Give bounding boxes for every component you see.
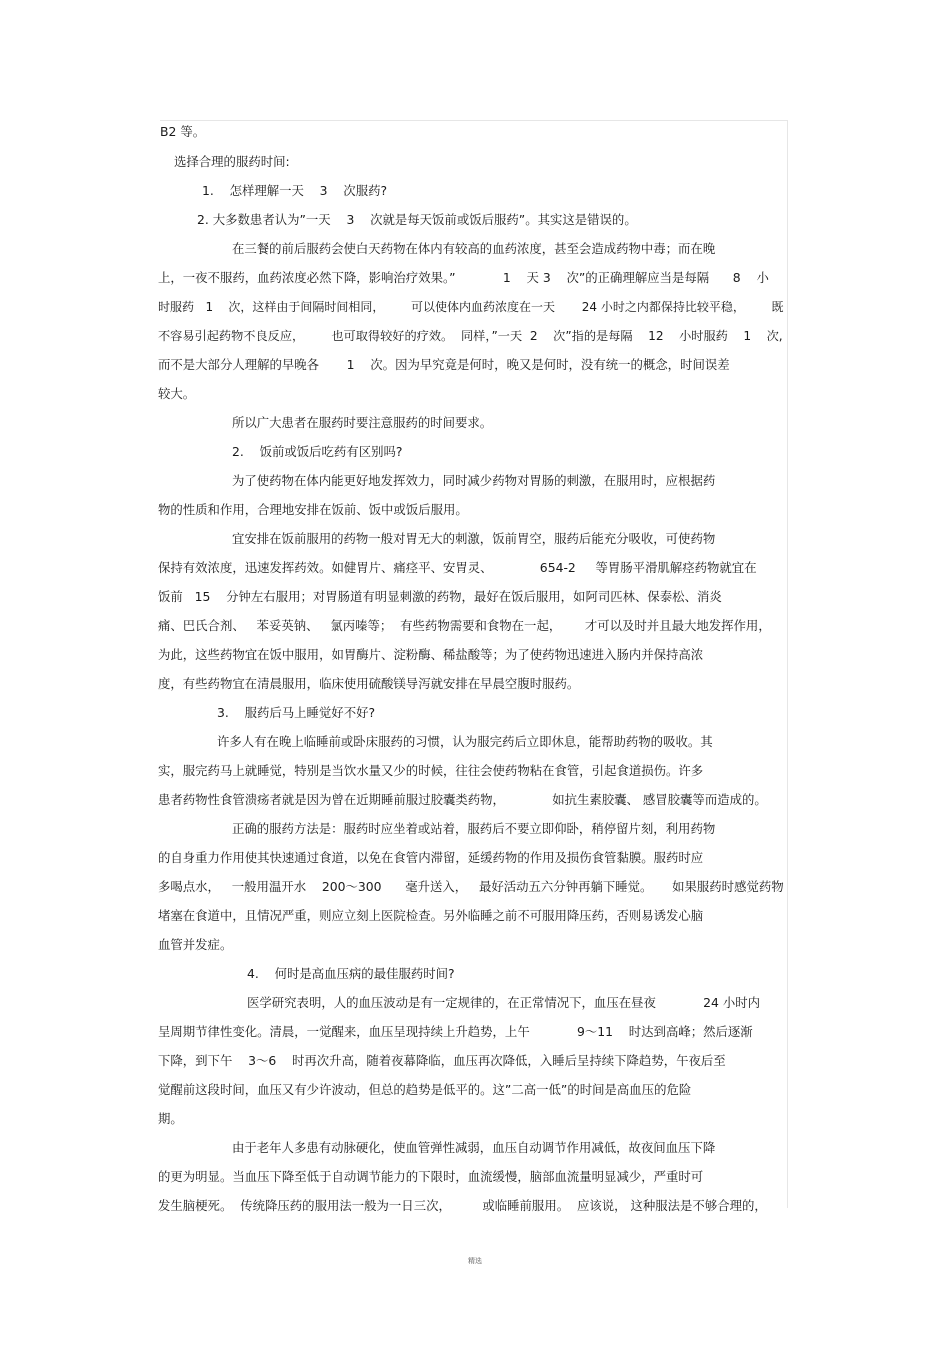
text-line: 物的性质和作用，合理地安排在饭前、饭中或饭后服用。	[158, 502, 468, 517]
text-line: 医学研究表明，人的血压波动是有一定规律的，在正常情况下，血压在昼夜 24 小时内	[247, 995, 761, 1010]
text-line: 堵塞在食道中，且情况严重，则应立刻上医院检查。另外临睡之前不可服用降压药，否则易诱发心脑	[158, 908, 704, 923]
text-line: 上，一夜不服药，血药浓度必然下降，影响治疗效果。” 1 天 3 次”的正确理解应当是每隔 8 小	[158, 270, 769, 285]
text-line: 发生脑梗死。 传统降压药的服用法一般为一日三次， 或临睡前服用。 应该说， 这种服法是不够合理的，	[158, 1198, 767, 1213]
text-line: 保持有效浓度，迅速发挥药效。如健胃片、痛痉平、安胃灵、 654-2 等胃肠平滑肌解痉药物就宜在	[158, 560, 757, 575]
text-line: 较大。	[158, 386, 196, 401]
text-line: 呈周期节律性变化。清晨，一觉醒来，血压呈现持续上升趋势，上午 9～11 时达到高峰；然后逐渐	[158, 1024, 753, 1039]
text-line: 为了使药物在体内能更好地发挥效力，同时减少药物对胃肠的刺激，在服用时，应根据药	[232, 473, 716, 488]
text-line: 由于老年人多患有动脉硬化，使血管弹性减弱，血压自动调节作用减低，故夜间血压下降	[232, 1140, 716, 1155]
text-line: 为此，这些药物宜在饭中服用，如胃酶片、淀粉酶、稀盐酸等；为了使药物迅速进入肠内并保持高浓	[158, 647, 704, 662]
question-heading: 3. 服药后马上睡觉好不好?	[217, 705, 376, 720]
text-line: 在三餐的前后服药会使白天药物在体内有较高的血药浓度，甚至会造成药物中毒；而在晚	[232, 241, 716, 256]
text-line: 时服药 1 次，这样由于间隔时间相同， 可以使体内血药浓度在一天 24 小时之内都保持比较平稳， 既	[158, 300, 784, 314]
text-line: 的更为明显。当血压下降至低于自动调节能力的下限时，血流缓慢，脑部血流量明显减少，严重时可	[158, 1169, 704, 1184]
text-line: B2 等。	[160, 124, 206, 139]
text-line: 的自身重力作用使其快速通过食道，以免在食管内滞留，延缓药物的作用及损伤食管黏膜。服药时应	[158, 850, 704, 865]
text-line: 许多人有在晚上临睡前或卧床服药的习惯，认为服完药后立即休息，能帮助药物的吸收。其	[217, 734, 713, 749]
question-heading: 1. 怎样理解一天 3 次服药?	[202, 183, 388, 198]
text-line: 期。	[158, 1111, 183, 1126]
text-line: 多喝点水， 一般用温开水 200～300 毫升送入， 最好活动五六分钟再躺下睡觉。 如果服药时感觉药物	[158, 879, 784, 894]
text-line: 2. 大多数患者认为”一天 3 次就是每天饭前或饭后服药”。其实这是错误的。	[197, 212, 637, 227]
text-line: 患者药物性食管溃疡者就是因为曾在近期睡前服过胶囊类药物， 如抗生素胶囊、 感冒胶囊等而造成的。	[158, 792, 767, 807]
text-line: 不容易引起药物不良反应， 也可取得较好的疗效。 同样，”一天 2 次”指的是每隔 12 小时服药 1 次,	[158, 329, 783, 343]
text-line: 下降，到下午 3～6 时再次升高，随着夜幕降临，血压再次降低，入睡后呈持续下降趋势，午夜后至	[158, 1053, 726, 1068]
text-line: 觉醒前这段时间，血压又有少许波动，但总的趋势是低平的。这”二高一低”的时间是高血压的危险	[158, 1082, 692, 1097]
text-line: 所以广大患者在服药时要注意服药的时间要求。	[232, 415, 493, 430]
text-line: 血管并发症。	[158, 937, 233, 952]
question-heading: 4. 何时是高血压病的最佳服药时间?	[247, 966, 455, 981]
section-heading: 选择合理的服药时间:	[174, 154, 290, 169]
page-footer: 精选	[468, 1257, 482, 1265]
text-line: 而不是大部分人理解的早晚各 1 次。因为早究竟是何时，晚又是何时，没有统一的概念，时间误差	[158, 357, 730, 372]
text-line: 度，有些药物宜在清晨服用，临床使用硫酸镁导泻就安排在早晨空腹时服药。	[158, 676, 580, 691]
text-line: 宜安排在饭前服用的药物一般对胃无大的刺激，饭前胃空，服药后能充分吸收，可使药物	[232, 531, 716, 546]
text-line: 正确的服药方法是：服药时应坐着或站着，服药后不要立即仰卧，稍停留片刻，利用药物	[232, 821, 716, 836]
question-heading: 2. 饭前或饭后吃药有区别吗?	[232, 444, 403, 459]
text-line: 实，服完药马上就睡觉，特别是当饮水量又少的时候，往往会使药物粘在食管，引起食道损伤。许多	[158, 763, 704, 778]
text-line: 痛、巴氏合剂、 苯妥英钠、 氯丙嗪等； 有些药物需要和食物在一起， 才可以及时并且最大地发挥作用，	[158, 618, 771, 633]
text-line: 饭前 15 分钟左右服用；对胃肠道有明显刺激的药物，最好在饭后服用，如阿司匹林、保泰松、消炎	[158, 589, 722, 604]
